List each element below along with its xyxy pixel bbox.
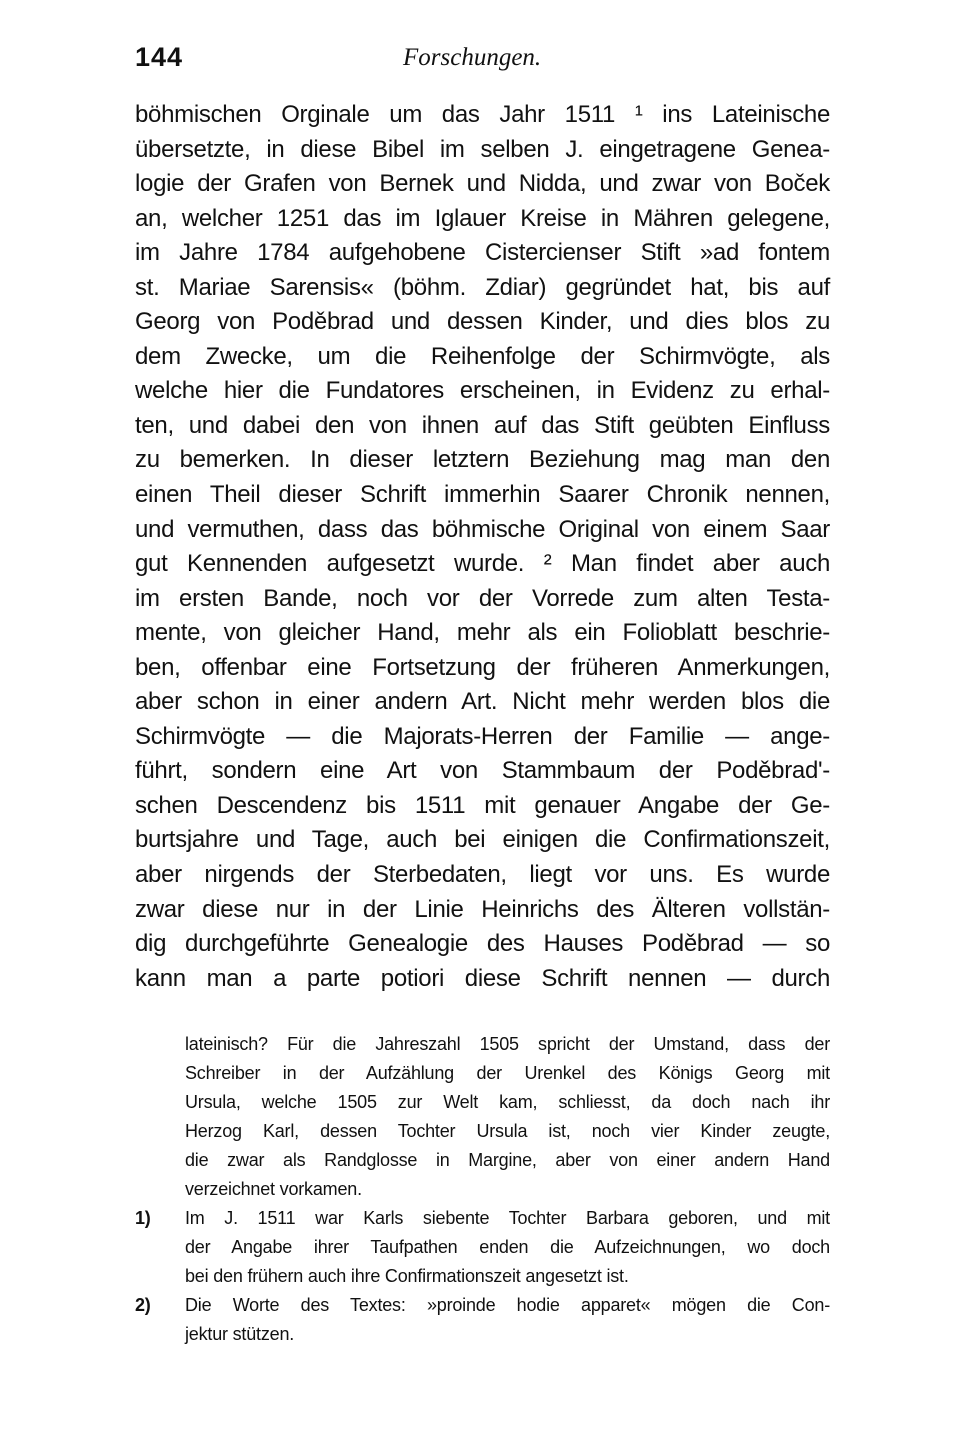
text-line: zwar diese nur in der Linie Heinrichs des Älteren vollstän- [135,895,830,923]
text-line: führt, sondern eine Art von Stammbaum der Poděbrad'- [135,757,830,785]
text-line: kann man a parte potiori diese Schrift nennen — durch [135,964,830,992]
running-title: Forschungen. [403,44,542,71]
note-line: Die Worte des Textes: »proinde hodie apparet« mögen die Con- [185,1295,830,1315]
text-line: im Jahre 1784 aufgehobene Cistercienser Stift »ad fontem [135,239,830,267]
text-line: einen Theil dieser Schrift immerhin Saarer Chronik nennen, [135,481,830,509]
text-line: an, welcher 1251 das im Iglauer Kreise in Mähren gelegene, [135,204,830,232]
footnote-marker: 1) [135,1208,151,1228]
note-line: der Angabe ihrer Taufpathen enden die Aufzeichnungen, wo doch [185,1237,830,1257]
text-line: Georg von Poděbrad und dessen Kinder, und dies blos zu [135,308,830,336]
footnotes [135,1030,830,1349]
note-line: Im J. 1511 war Karls siebente Tochter Barbara geboren, und mit [185,1208,830,1228]
text-line: ten, und dabei den von ihnen auf das Stift geübten Einfluss [135,411,830,439]
note-line: verzeichnet vorkamen. [185,1179,362,1199]
note-line: Herzog Karl, dessen Tochter Ursula ist, noch vier Kinder zeugte, [185,1121,830,1141]
footnote-2 [135,1291,830,1349]
text-line: Schirmvögte — die Majorats-Herren der Familie — ange- [135,722,830,750]
text-line: böhmischen Orginale um das Jahr 1511 ¹ ins Lateinische [135,101,830,128]
text-line: schen Descendenz bis 1511 mit genauer Angabe der Ge- [135,791,830,819]
footnote-1 [135,1204,830,1291]
text-line: ben, offenbar eine Fortsetzung der früheren Anmerkungen, [135,653,830,681]
text-line: übersetzte, in diese Bibel im selben J. eingetragene Genea- [135,135,830,163]
text-line: gut Kennenden aufgesetzt wurde. ² Man findet aber auch [135,550,830,578]
text-line: aber schon in einer andern Art. Nicht mehr werden blos die [135,688,830,716]
text-line: st. Mariae Sarensis« (böhm. Zdiar) gegründet hat, bis auf [135,273,830,301]
text-line: mente, von gleicher Hand, mehr als ein Folioblatt beschrie- [135,619,830,647]
note-line: jektur stützen. [185,1324,295,1344]
text-line: welche hier die Fundatores erscheinen, in Evidenz zu erhal- [135,377,830,405]
text-line: und vermuthen, dass das böhmische Original von einem Saar [135,515,830,543]
footnote-marker: 2) [135,1295,151,1315]
text-line: zu bemerken. In dieser letztern Beziehung mag man den [135,446,830,474]
page-number: 144 [135,42,184,72]
note-line: Schreiber in der Aufzählung der Urenkel des Königs Georg mit [185,1063,830,1083]
page-header [135,42,835,82]
main-text [135,98,830,996]
text-line: burtsjahre und Tage, auch bei einigen die Confirmationszeit, [135,826,830,854]
note-line: lateinisch? Für die Jahreszahl 1505 spricht der Umstand, dass der [185,1034,830,1054]
note-line: bei den frühern auch ihre Confirmationszeit angesetzt ist. [185,1266,629,1286]
text-line: dem Zwecke, um die Reihenfolge der Schirmvögte, als [135,342,830,370]
text-line: aber nirgends der Sterbedaten, liegt vor uns. Es wurde [135,861,830,889]
note-continuation [185,1030,830,1204]
text-line: im ersten Bande, noch vor der Vorrede zum alten Testa- [135,584,830,612]
text-line: dig durchgeführte Genealogie des Hauses Poděbrad — so [135,930,830,958]
note-line: Ursula, welche 1505 zur Welt kam, schliesst, da doch nach ihr [185,1092,830,1112]
text-line: logie der Grafen von Bernek und Nidda, und zwar von Boček [135,170,830,198]
note-line: die zwar als Randglosse in Margine, aber von einer andern Hand [185,1150,830,1170]
